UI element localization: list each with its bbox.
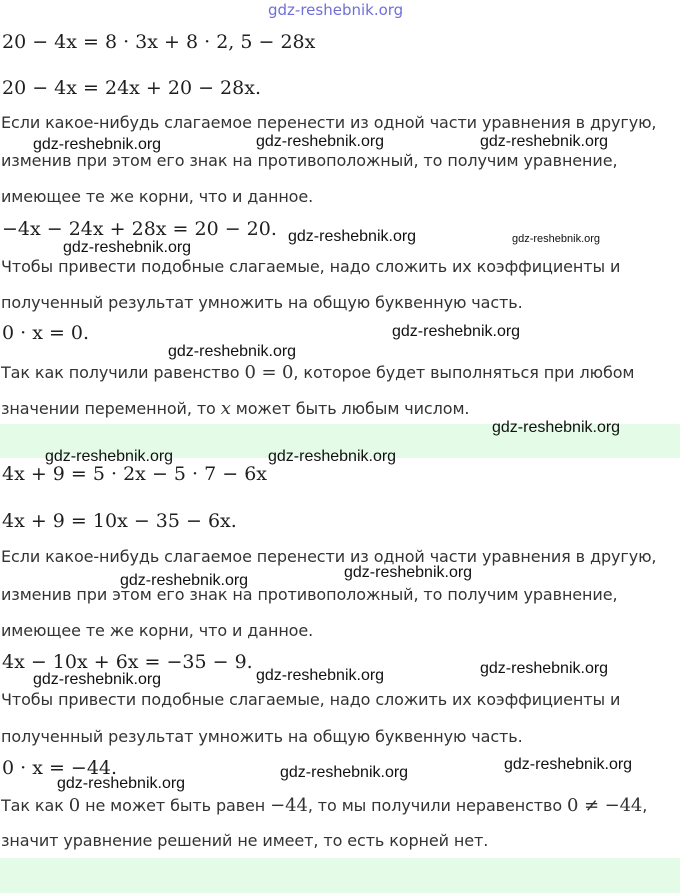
text-line: Чтобы привести подобные слагаемые, надо сложить их коэффициенты и: [1, 257, 621, 276]
equation-line-7: 4x − 10x + 6x = −35 − 9.: [2, 651, 253, 673]
answer-text: [0, 431, 1, 450]
answer-box-2: [0, 858, 680, 893]
watermark: gdz-reshebnik.org: [256, 667, 385, 684]
inline-math: −44: [270, 795, 308, 816]
watermark: gdz-reshebnik.org: [256, 133, 385, 150]
watermark: gdz-reshebnik.org: [512, 233, 601, 245]
inline-math: x: [220, 398, 231, 419]
text-line: имеющее те же корни, что и данное.: [1, 187, 314, 206]
text-fragment: не может быть равен: [80, 796, 271, 815]
inline-math: 0 = 0: [244, 362, 294, 383]
watermark: gdz-reshebnik.org: [33, 671, 162, 688]
equation-line-4: 0 · x = 0.: [2, 322, 90, 344]
equation-line-5: 4x + 9 = 5 · 2x − 5 · 7 − 6x: [2, 463, 267, 485]
watermark: gdz-reshebnik.org: [344, 564, 473, 581]
watermark: gdz-reshebnik.org: [492, 419, 621, 436]
text-fragment: значении переменной, то: [1, 399, 221, 418]
watermark: gdz-reshebnik.org: [288, 228, 417, 245]
text-fragment: , которое будет выполняться при любом: [293, 363, 635, 382]
inline-math: 0: [68, 795, 81, 816]
watermark: gdz-reshebnik.org: [480, 133, 609, 150]
watermark: gdz-reshebnik.org: [392, 323, 521, 340]
watermark: gdz-reshebnik.org: [268, 448, 397, 465]
equation-line-2: 20 − 4x = 24x + 20 − 28x.: [2, 77, 261, 99]
text-line: Если какое-нибудь слагаемое перенести из одной части уравнения в другую,: [1, 547, 657, 566]
text-line: Чтобы привести подобные слагаемые, надо сложить их коэффициенты и: [1, 690, 621, 709]
equation-line-8: 0 · x = −44.: [2, 757, 118, 779]
text-line: значит уравнение решений не имеет, то есть корней нет.: [1, 831, 489, 850]
watermark: gdz-reshebnik.org: [45, 448, 174, 465]
text-fragment: ,: [642, 796, 648, 815]
text-fragment: Так как: [1, 796, 69, 815]
watermark: gdz-reshebnik.org: [33, 136, 162, 153]
watermark: gdz-reshebnik.org: [57, 775, 186, 792]
answer-text: [0, 866, 1, 885]
equation-line-6: 4x + 9 = 10x − 35 − 6x.: [2, 510, 237, 532]
text-line: Если какое-нибудь слагаемое перенести из одной части уравнения в другую,: [1, 113, 657, 132]
text-line: изменив при этом его знак на противоположный, то получим уравнение,: [1, 151, 618, 170]
watermark: gdz-reshebnik.org: [480, 660, 609, 677]
text-line: полученный результат умножить на общую буквенную часть.: [1, 727, 523, 746]
inline-math: 0 ≠ −44: [567, 795, 643, 816]
text-fragment: Так как получили равенство: [1, 363, 245, 382]
text-line: [0, 398, 680, 419]
watermark: gdz-reshebnik.org: [63, 239, 192, 256]
text-line: полученный результат умножить на общую буквенную часть.: [1, 293, 523, 312]
equation-line-1: 20 − 4x = 8 · 3x + 8 · 2, 5 − 28x: [2, 31, 316, 53]
text-line: [0, 795, 680, 816]
equation-line-3: −4x − 24x + 28x = 20 − 20.: [2, 218, 277, 240]
text-line: изменив при этом его знак на противоположный, то получим уравнение,: [1, 585, 618, 604]
text-line: [0, 362, 680, 383]
watermark: gdz-reshebnik.org: [280, 764, 409, 781]
text-fragment: , то мы получили неравенство: [307, 796, 568, 815]
text-fragment: может быть любым числом.: [230, 399, 470, 418]
watermark: gdz-reshebnik.org: [504, 756, 633, 773]
watermark-top: gdz-reshebnik.org: [268, 1, 404, 19]
watermark: gdz-reshebnik.org: [120, 572, 249, 589]
watermark: gdz-reshebnik.org: [168, 343, 297, 360]
text-line: имеющее те же корни, что и данное.: [1, 621, 314, 640]
